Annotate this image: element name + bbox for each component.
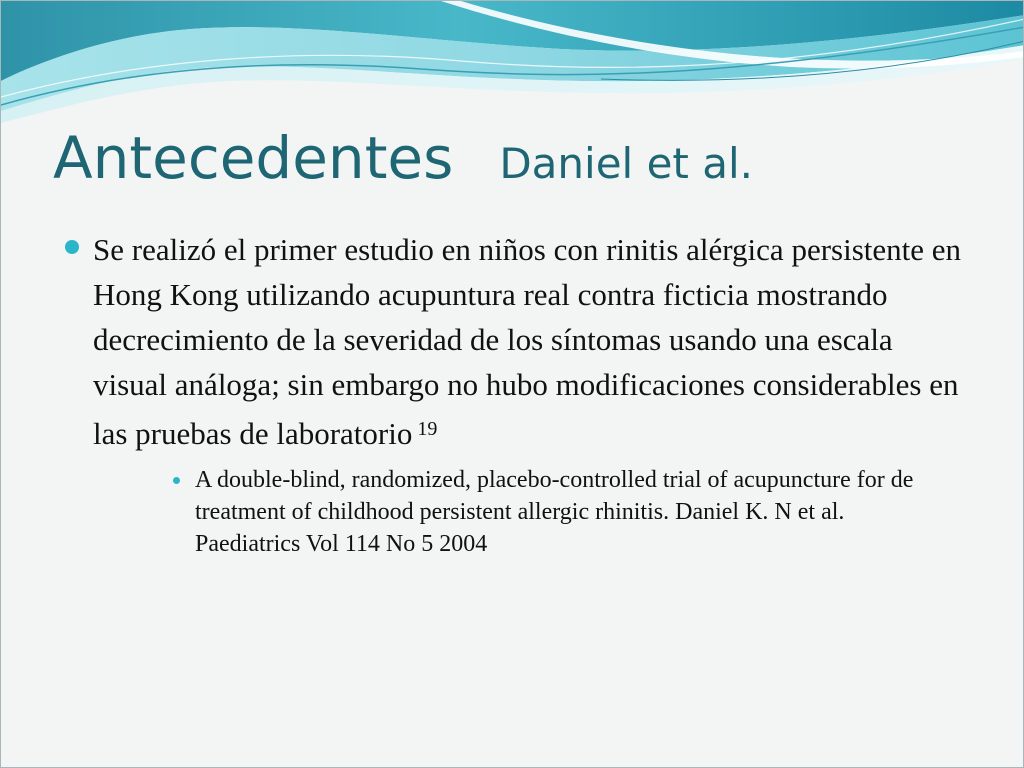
main-bullet <box>61 227 961 456</box>
header-wave-decoration <box>1 1 1024 131</box>
title-text: Antecedentes <box>53 124 454 192</box>
sub-bullet-marker-icon <box>173 477 180 484</box>
main-bullet-text: Se realizó el primer estudio en niños con rinitis alérgica persistente en Hong Kong utilizando acupuntura real contra ficticia mostrando decrecimiento de la severidad de los síntomas usando una escala visual análoga; sin embargo no hubo modificaciones considerables en las pruebas de laboratorio <box>93 232 962 451</box>
sub-bullet <box>195 464 955 560</box>
bullet-list <box>61 227 961 560</box>
bullet-marker-icon <box>65 240 79 254</box>
slide-title <box>53 124 753 192</box>
citation-text: A double-blind, randomized, placebo-controlled trial of acupuncture for de treatment of childhood persistent allergic rhinitis. Daniel K. N et al. Paediatrics Vol 114 No 5 2004 <box>195 467 914 557</box>
reference-number: 19 <box>417 418 438 440</box>
title-author: Daniel et al. <box>499 139 753 188</box>
